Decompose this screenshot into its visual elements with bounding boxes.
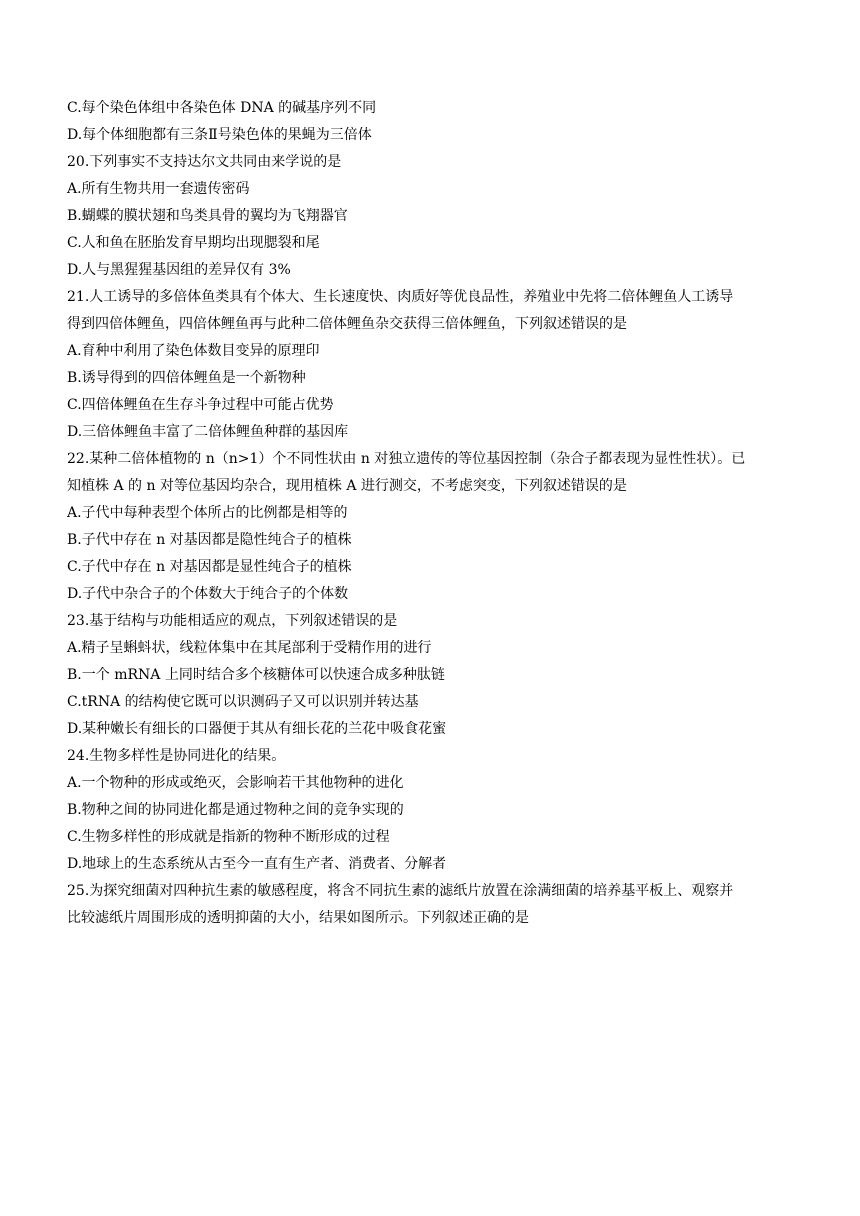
question-22-stem-cont: 知植株 A 的 n 对等位基因均杂合，现用植株 A 进行测交，不考虑突变，下列叙述错误的是 <box>67 478 627 494</box>
option-line: A.所有生物共用一套遗传密码 <box>67 181 250 197</box>
question-25-stem-cont: 比较滤纸片周围形成的透明抑菌的大小，结果如图所示。下列叙述正确的是 <box>67 910 529 926</box>
option-line: D.某种嫩长有细长的口器便于其从有细长花的兰花中吸食花蜜 <box>67 721 447 737</box>
option-line: B.一个 mRNA 上同时结合多个核糖体可以快速合成多种肽链 <box>67 667 445 683</box>
option-line: B.诱导得到的四倍体鲤鱼是一个新物种 <box>67 370 306 386</box>
option-line: B.蝴蝶的膜状翅和鸟类具骨的翼均为飞翔器官 <box>67 208 348 224</box>
question-23-stem: 23.基于结构与功能相适应的观点，下列叙述错误的是 <box>67 613 398 629</box>
text-line: D.每个体细胞都有三条Ⅱ号染色体的果蝇为三倍体 <box>67 127 372 143</box>
option-line: C.人和鱼在胚胎发育早期均出现腮裂和尾 <box>67 235 320 251</box>
question-22-stem: 22.某种二倍体植物的 n（n>1）个不同性状由 n 对独立遗传的等位基因控制（杂合子都表现为显性性状）。已 <box>67 451 746 467</box>
text-line: C.每个染色体组中各染色体 DNA 的碱基序列不同 <box>67 100 377 116</box>
question-21-stem: 21.人工诱导的多倍体鱼类具有个体大、生长速度快、肉质好等优良品性，养殖业中先将二倍体鲤鱼人工诱导 <box>67 289 734 305</box>
option-line: C.四倍体鲤鱼在生存斗争过程中可能占优势 <box>67 397 334 413</box>
option-line: C.生物多样性的形成就是指新的物种不断形成的过程 <box>67 829 390 845</box>
option-line: D.三倍体鲤鱼丰富了二倍体鲤鱼种群的基因库 <box>67 424 349 440</box>
option-line: D.人与黑猩猩基因组的差异仅有 3% <box>67 262 291 278</box>
question-25-stem: 25.为探究细菌对四种抗生素的敏感程度，将含不同抗生素的滤纸片放置在涂满细菌的培养基平板上、观察并 <box>67 883 734 899</box>
option-line: C.tRNA 的结构使它既可以识测码子又可以识别并转达基 <box>67 694 419 710</box>
option-line: B.物种之间的协同进化都是通过物种之间的竞争实现的 <box>67 802 404 818</box>
question-24-stem: 24.生物多样性是协同进化的结果。 <box>67 748 286 764</box>
option-line: A.育种中利用了染色体数目变异的原理印 <box>67 343 320 359</box>
option-line: A.一个物种的形成或绝灭，会影响若干其他物种的进化 <box>67 775 404 791</box>
question-21-stem-cont: 得到四倍体鲤鱼，四倍体鲤鱼再与此种二倍体鲤鱼杂交获得三倍体鲤鱼，下列叙述错误的是 <box>67 316 627 332</box>
option-line: B.子代中存在 n 对基因都是隐性纯合子的植株 <box>67 532 352 548</box>
option-line: A.精子呈蝌蚪状，线粒体集中在其尾部利于受精作用的进行 <box>67 640 432 656</box>
question-20-stem: 20.下列事实不支持达尔文共同由来学说的是 <box>67 154 342 170</box>
option-line: C.子代中存在 n 对基因都是显性纯合子的植株 <box>67 559 352 575</box>
option-line: D.地球上的生态系统从古至今一直有生产者、消费者、分解者 <box>67 856 447 872</box>
option-line: A.子代中每种表型个体所占的比例都是相等的 <box>67 505 348 521</box>
option-line: D.子代中杂合子的个体数大于纯合子的个体数 <box>67 586 349 602</box>
